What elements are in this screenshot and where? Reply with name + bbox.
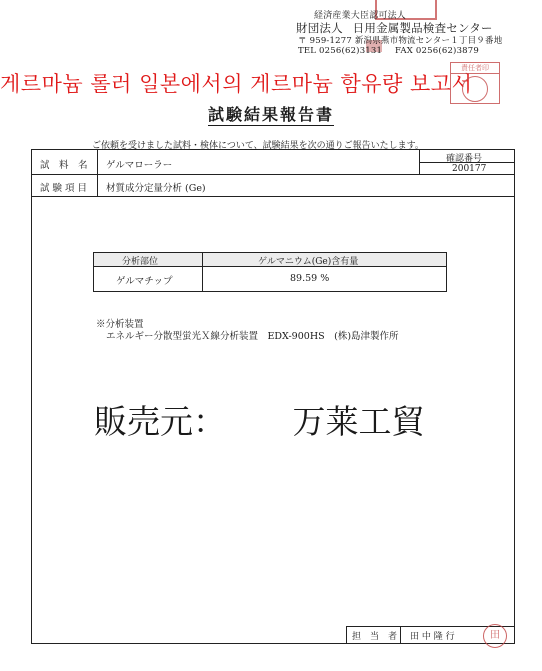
test-item-label: 試 験 項 目 — [40, 183, 88, 194]
signature-label: 担 当 者 — [352, 632, 398, 642]
signature-name: 田 中 隆 行 — [410, 632, 455, 642]
row-divider — [31, 196, 515, 197]
confirm-no-value: 200177 — [452, 164, 487, 174]
seal-stamp-icon — [462, 76, 488, 102]
confirm-no-label: 確認番号 — [446, 154, 483, 164]
notes-device: エネルギー分散型蛍光Ｘ線分析装置 EDX-900HS (株)島津製作所 — [106, 331, 399, 342]
row-divider — [31, 174, 515, 175]
document-title — [0, 102, 542, 125]
ministry-line: 経済産業大臣認可法人 — [314, 11, 407, 21]
notes-heading: ※分析装置 — [96, 319, 144, 330]
results-table — [93, 252, 447, 292]
results-header-content: ゲルマニウム(Ge)含有量 — [258, 257, 359, 267]
korean-overlay-title: 게르마늄 롤러 일본에서의 게르마늄 함유량 보고서 — [0, 72, 473, 96]
responsible-seal — [450, 62, 500, 104]
issuer-org-name: 日用金属製品検査センター — [352, 21, 493, 35]
results-column-divider — [202, 253, 203, 291]
issuer-tel: TEL 0256(62)3131 — [298, 46, 383, 56]
issuer-address: 〒 959-1277 新潟県燕市物流センター１丁目９番地 — [298, 36, 503, 46]
results-row-part: ゲルマチップ — [116, 276, 173, 287]
seller-name: 万莱工貿 — [292, 402, 425, 441]
issuer-org-prefix: 財団法人 — [296, 21, 343, 35]
signature-stamp-icon: 田 — [483, 624, 507, 648]
results-header-part: 分析部位 — [122, 257, 159, 267]
signature-mid-line — [400, 626, 401, 644]
intro-text: ご依頼を受けました試料・検体について、試験結果を次の通りご報告いたします。 — [92, 141, 424, 151]
document-title-text: 試験結果報告書 — [207, 105, 334, 124]
seller-label: 販売元： — [94, 402, 226, 441]
issuer-fax: FAX 0256(62)3879 — [395, 46, 480, 56]
label-column-divider — [97, 149, 98, 196]
signature-left-line — [346, 626, 347, 644]
results-row-content: 89.59 % — [290, 273, 330, 284]
sample-label: 試 料 名 — [40, 160, 88, 171]
issuer-phone — [298, 46, 479, 56]
test-item-value: 材質成分定量分析 (Ge) — [106, 183, 206, 194]
sample-value: ゲルマローラー — [106, 160, 173, 171]
seal-label: 責任者印 — [451, 63, 499, 74]
seller-line — [94, 396, 425, 443]
